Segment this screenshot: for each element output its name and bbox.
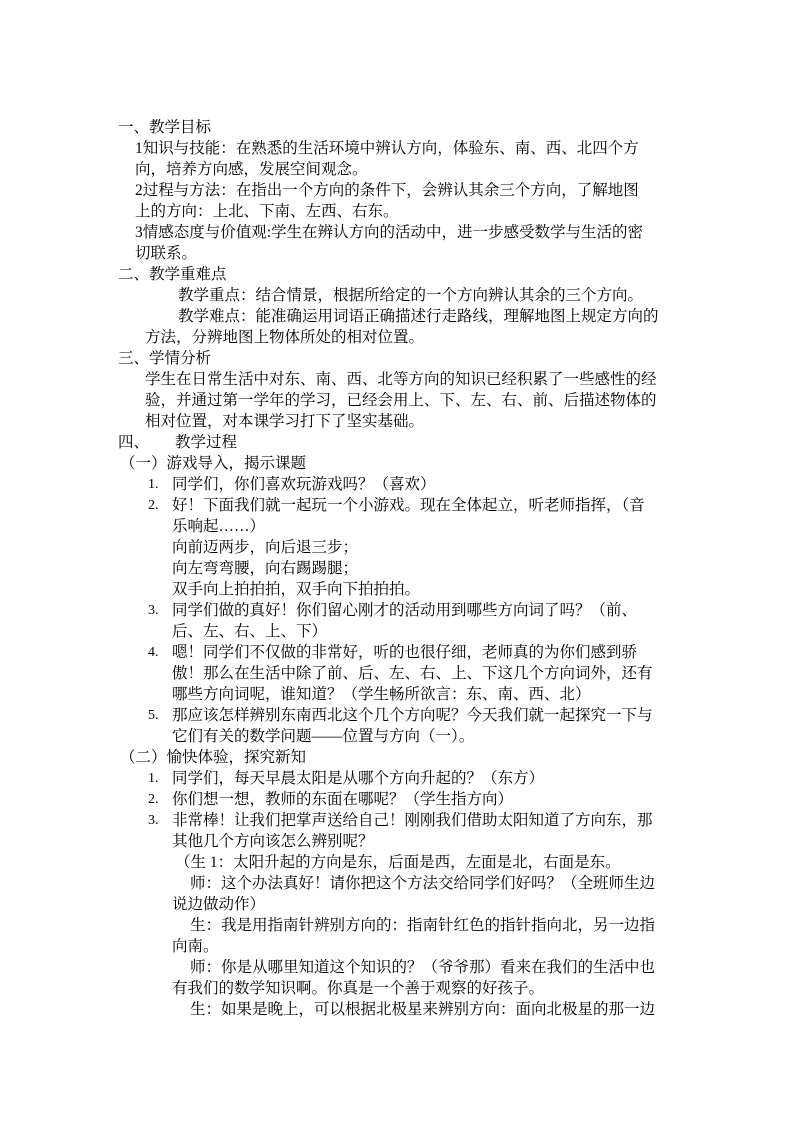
step-number: 5.	[148, 708, 159, 723]
part-1-step-4	[0, 642, 794, 663]
step-text: 你们想一想，教师的东面在哪呢？（学生指方向）	[172, 791, 514, 808]
goal-3-line-1: 3情感态度与价值观:学生在辨认方向的活动中，进一步感受数学与生活的密	[135, 224, 644, 241]
process-heading-number: 四、	[118, 434, 150, 451]
process-heading-text: 教学过程	[175, 434, 238, 451]
part-2-heading: （二）愉快体验，探究新知	[120, 749, 307, 766]
goal-2-line-1: 2过程与方法：在指出一个方向的条件下，会辨认其余三个方向，了解地图	[135, 182, 639, 199]
section-heading-process	[0, 432, 794, 453]
key-point-focus: 教学重点：结合情景，根据所给定的一个方向辨认其余的三个方向。	[178, 287, 644, 304]
key-point-difficulty-line-2: 方法，分辨地图上物体所处的相对位置。	[145, 329, 425, 346]
part-1-heading: （一）游戏导入，揭示课题	[120, 455, 307, 472]
step-number: 3.	[148, 813, 159, 828]
step-text-continued: 其他几个方向该怎么辨别呢？	[172, 833, 374, 850]
step-number: 4.	[148, 645, 159, 660]
step-text-continued: 后、左、右、上、下）	[172, 623, 328, 640]
dialogue-line-7: 有我们的数学知识啊。你真是一个善于观察的好孩子。	[172, 980, 545, 997]
step-number: 2.	[148, 792, 159, 807]
game-instruction-1: 向前迈两步，向后退三步；	[172, 539, 359, 556]
goal-1-line-1: 1知识与技能：在熟悉的生活环境中辨认方向，体验东、南、西、北四个方	[135, 140, 639, 157]
section-heading-goals: 一、教学目标	[118, 119, 212, 136]
step-text: 非常棒！让我们把掌声送给自己！刚刚我们借助太阳知道了方向东，那	[172, 812, 653, 829]
step-text-continued: 乐响起……）	[172, 518, 266, 535]
step-text-continued: 傲！那么在生活中除了前、后、左、右、上、下这几个方向词外，还有	[172, 665, 653, 682]
section-heading-analysis: 三、学情分析	[118, 350, 212, 367]
step-number: 1.	[148, 477, 159, 492]
game-instruction-2: 向左弯弯腰，向右踢踢腿；	[172, 560, 359, 577]
step-text-continued: 哪些方向词呢，谁知道？（学生畅所欲言：东、南、西、北）	[172, 686, 591, 703]
part-1-step-5	[0, 705, 794, 726]
dialogue-line-2: 师：这个办法真好！请你把这个方法交给同学们好吗？（全班师生边	[190, 875, 656, 892]
analysis-line-3: 相对位置，对本课学习打下了坚实基础。	[145, 413, 425, 430]
dialogue-line-3: 说边做动作）	[172, 896, 266, 913]
dialogue-line-5: 向南。	[172, 938, 219, 955]
game-instruction-3: 双手向上拍拍拍，双手向下拍拍拍。	[172, 581, 421, 598]
document-body	[0, 117, 794, 1020]
analysis-line-2: 验，并通过第一学年的学习，已经会用上、下、左、右、前、后描述物体的	[145, 392, 657, 409]
step-text: 好！下面我们就一起玩一个小游戏。现在全体起立，听老师指挥，（音	[172, 497, 645, 514]
dialogue-line-1: （生 1：太阳升起的方向是东，后面是西，左面是北，右面是东。	[175, 854, 621, 871]
step-text: 同学们，你们喜欢玩游戏吗？（喜欢）	[172, 476, 436, 493]
step-text: 同学们，每天早晨太阳是从哪个方向升起的？（东方）	[172, 770, 545, 787]
part-2-step-2	[0, 789, 794, 810]
step-text-continued: 它们有关的数学问题——位置与方向（一）。	[172, 728, 475, 745]
dialogue-line-6: 师：你是从哪里知道这个知识的？（爷爷那）看来在我们的生活中也	[190, 959, 656, 976]
step-text: 嗯！同学们不仅做的非常好，听的也很仔细，老师真的为你们感到骄	[172, 644, 638, 661]
step-number: 3.	[148, 603, 159, 618]
part-2-step-3	[0, 810, 794, 831]
part-1-step-3	[0, 600, 794, 621]
part-2-step-1	[0, 768, 794, 789]
key-point-difficulty-line-1: 教学难点：能准确运用词语正确描述行走路线，理解地图上规定方向的	[178, 308, 659, 325]
step-text: 同学们做的真好！你们留心刚才的活动用到哪些方向词了吗？（前、	[172, 602, 638, 619]
goal-1-line-2: 向，培养方向感，发展空间观念。	[135, 161, 368, 178]
part-1-step-2	[0, 495, 794, 516]
section-heading-key-points: 二、教学重难点	[118, 266, 227, 283]
analysis-line-1: 学生在日常生活中对东、南、西、北等方向的知识已经积累了一些感性的经	[145, 371, 657, 388]
dialogue-line-4: 生：我是用指南针辨别方向的：指南针红色的指针指向北，另一边指	[190, 917, 656, 934]
step-number: 1.	[148, 771, 159, 786]
dialogue-line-8: 生：如果是晚上，可以根据北极星来辨别方向：面向北极星的那一边	[190, 1001, 656, 1018]
step-text: 那应该怎样辨别东南西北这个几个方向呢？今天我们就一起探究一下与	[172, 707, 653, 724]
goal-2-line-2: 上的方向：上北、下南、左西、右东。	[135, 203, 399, 220]
step-number: 2.	[148, 498, 159, 513]
goal-3-line-2: 切联系。	[135, 245, 198, 262]
part-1-step-1	[0, 474, 794, 495]
